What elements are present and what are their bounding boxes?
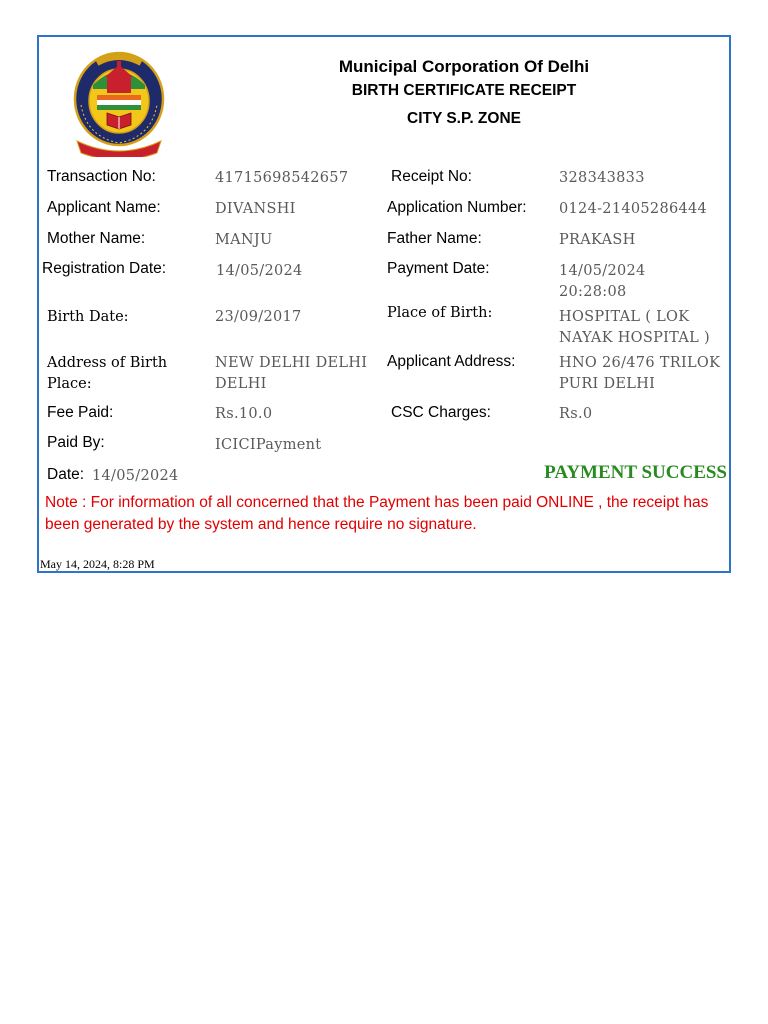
payment-status: PAYMENT SUCCESS: [544, 462, 727, 483]
birth-date-value: 23/09/2017: [215, 309, 302, 325]
mcd-emblem-logo: [71, 49, 167, 157]
father-name-label: Father Name:: [387, 230, 482, 247]
applicant-address-label: Applicant Address:: [387, 353, 516, 370]
organization-name: Municipal Corporation Of Delhi: [338, 57, 590, 76]
paid-by-value: ICICIPayment: [215, 437, 322, 453]
application-number-label: Application Number:: [387, 199, 527, 216]
fee-paid-label: Fee Paid:: [47, 404, 114, 421]
applicant-name-label: Applicant Name:: [47, 199, 161, 216]
paid-by-label: Paid By:: [47, 434, 105, 451]
print-timestamp: May 14, 2024, 8:28 PM: [40, 557, 155, 571]
mother-name-label: Mother Name:: [47, 230, 146, 247]
date-label: Date:: [47, 466, 85, 483]
birth-date-label: Birth Date:: [47, 309, 129, 325]
date-value: 14/05/2024: [92, 468, 179, 484]
mother-name-value: MANJU: [215, 232, 273, 248]
transaction-no-label: Transaction No:: [47, 168, 156, 185]
address-of-birth-place-label: Address of Birth Place:: [47, 355, 168, 392]
receipt-no-label: Receipt No:: [391, 168, 472, 185]
zone-name: CITY S.P. ZONE: [407, 110, 521, 127]
place-of-birth-label: Place of Birth:: [387, 305, 493, 321]
father-name-value: PRAKASH: [559, 232, 636, 248]
receipt-no-value: 328343833: [559, 170, 645, 186]
payment-date-label: Payment Date:: [387, 260, 490, 277]
birth-certificate-receipt: [37, 35, 731, 573]
place-of-birth-value: HOSPITAL ( LOK NAYAK HOSPITAL ): [559, 309, 710, 346]
transaction-no-value: 41715698542657: [215, 170, 349, 186]
csc-charges-value: Rs.0: [559, 406, 593, 422]
applicant-name-value: DIVANSHI: [215, 201, 296, 217]
registration-date-value: 14/05/2024: [216, 263, 303, 279]
registration-date-label: Registration Date:: [42, 260, 167, 277]
applicant-address-value: HNO 26/476 TRILOK PURI DELHI: [559, 355, 721, 392]
application-number-value: 0124-21405286444: [559, 201, 708, 217]
address-of-birth-place-value: NEW DELHI DELHI DELHI: [215, 355, 368, 392]
fee-paid-value: Rs.10.0: [215, 406, 273, 422]
system-generated-note: Note : For information of all concerned that the Payment has been paid ONLINE , the receipt has been generated by the system and hence require no signature.: [45, 494, 709, 533]
csc-charges-label: CSC Charges:: [391, 404, 491, 421]
document-title: BIRTH CERTIFICATE RECEIPT: [351, 82, 577, 99]
payment-date-value: 14/05/2024 20:28:08: [559, 263, 646, 300]
